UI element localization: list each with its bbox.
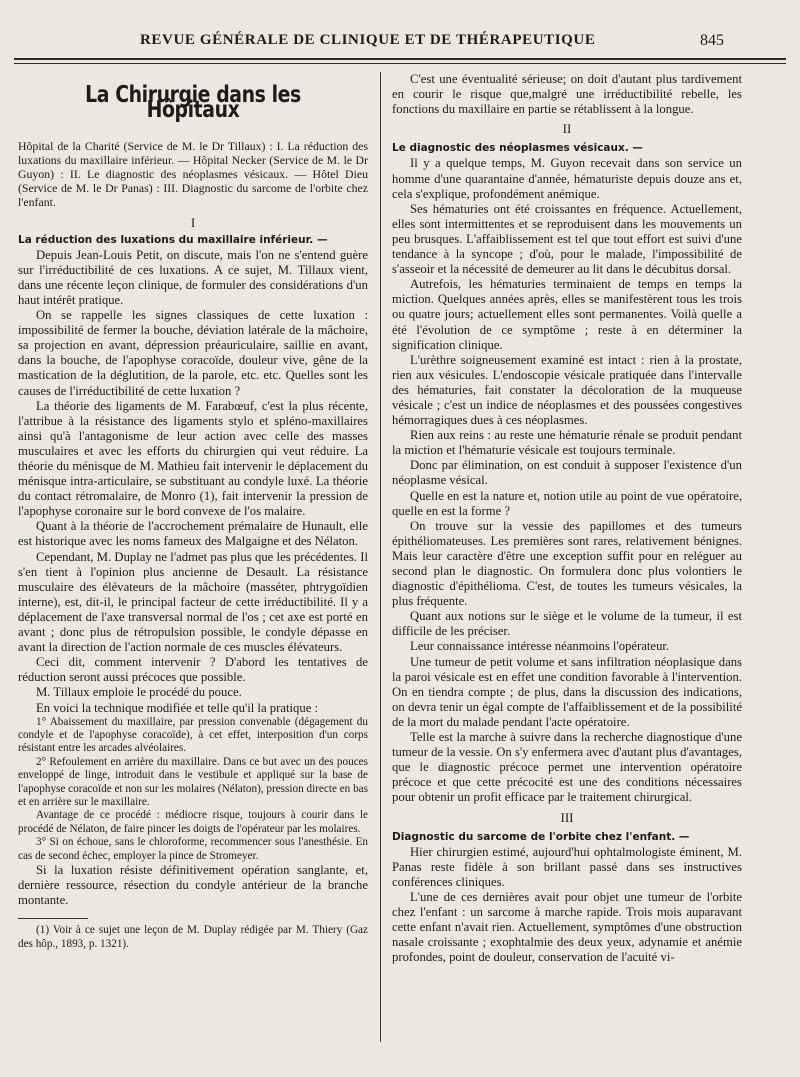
column-divider: [380, 72, 381, 1042]
page-number: 845: [700, 32, 724, 49]
paragraph: Ses hématuries ont été croissantes en fréquence. Actuellement, elles sont intermittentes et se reproduisent dans les mouvements un peu brusques. L'affaiblissement est tel que tout effort est suivi d'une tendance à la syncope ; d'où, pour le malade, l'impossibilité de s'asseoir et la nécessité de demeurer au lit dans le décubitus dorsal.: [392, 201, 742, 277]
procedure-step-2: 2° Refoulement en arrière du maxillaire. Dans ce but avec un des pouces enveloppé de linge, introduit dans le vestibule et appliqué sur la base de l'apophyse coracoïde et non sur les molaires (Nélaton), pression directe en bas et en arrière sur le maxillaire.: [18, 755, 368, 809]
paragraph: M. Tillaux emploie le procédé du pouce.: [36, 685, 242, 700]
running-title: REVUE GÉNÉRALE DE CLINIQUE ET DE THÉRAPEUTIQUE: [140, 32, 596, 48]
section-number-2: II: [562, 121, 572, 137]
paragraph: Donc par élimination, on est conduit à supposer l'existence d'un néoplasme vésical.: [392, 458, 742, 488]
paragraph: En voici la technique modifiée et telle qu'il la pratique :: [36, 700, 319, 715]
paragraph: Si la luxation résiste définitivement opération sanglante, et, dernière ressource, résection du condyle antérieur de la branche montante.: [18, 863, 368, 908]
paragraph: Leur connaissance intéresse néanmoins l'opérateur.: [410, 639, 670, 654]
section-number-3: III: [560, 809, 574, 825]
paragraph: Depuis Jean-Louis Petit, on discute, mais l'on ne s'entend guère sur l'irréductibilité de ces luxations. A ce sujet, M. Tillaux vient, dans une récente leçon clinique, de formuler des considérations d'un haut intérêt pratique.: [18, 247, 368, 307]
procedure-step-1: 1° Abaissement du maxillaire, par pression convenable (dégagement du condyle et de l'apophyse coracoïde), à cet effet, interposition d'un corps résistant entre les arcades alvéolaires.: [18, 715, 368, 755]
paragraph: On trouve sur la vessie des papillomes et des tumeurs épithéliomateuses. Les premières sont rares, relativement bénignes. Mais leur caractère d'être une exception suffit pour en reléguer au second plan le diagnostic. On formulera donc plus volontiers le diagnostic d'épithélioma. C'est, de toutes les tumeurs vésicales, la plus fréquente.: [392, 518, 742, 609]
section-3-lead: Diagnostic du sarcome de l'orbite chez l'enfant. —: [392, 830, 690, 843]
paragraph: L'urèthre soigneusement examiné est intact : rien à la prostate, rien aux vésicules. L'endoscopie vésicale pratiquée dans l'intervalle des hématuries, fait constater la décoloration de la muqueuse vésicale ; c'est un indice de néoplasmes et des poussées congestives hémorragiques dues à ces néoplasmes.: [392, 352, 742, 428]
paragraph: Cependant, M. Duplay ne l'admet pas plus que les précédentes. Il s'en tient à l'opinion plus ancienne de Desault. La résistance musculaire des élévateurs de la mâchoire (masséter, phtrygoïdien interne), est, dit-il, le principal facteur de cette irréductibilité. Il y a déplacement de l'axe transversal normal de l'os ; cet axe est porté en avant ; donc plus de rétropulsion possible, le condyle dépasse en avant la direction de l'action normale de ces muscles élévateurs.: [18, 549, 368, 655]
procedure-note: Avantage de ce procédé : médiocre risque, toujours à courir dans le procédé de Nélaton, de faire pincer les doigts de l'opérateur par les molaires.: [18, 809, 368, 835]
paragraph: Telle est la marche à suivre dans la recherche diagnostique d'une tumeur de la vessie. On s'y enfermera avec d'autant plus d'avantages, que le diagnostic précoce permet une intervention opératoire précoce et que cette précocité est une des conditions nécessaires pour obtenir un profit efficace par le traitement chirurgical.: [392, 730, 742, 805]
right-column: [392, 72, 742, 1032]
article-intro: Hôpital de la Charité (Service de M. le Dr Tillaux) : I. La réduction des luxations du maxillaire inférieur. — Hôpital Necker (Service de M. le Dr Guyon) : II. Le diagnostic des néoplasmes vésicaux. — Hôtel Dieu (Service de M. le Dr Panas) : III. Diagnostic du sarcome de l'orbite chez l'enfant.: [18, 139, 368, 210]
procedure-step-3: 3° Si on échoue, sans le chloroforme, recommencer sous l'anesthésie. En cas de second échec, employer la pince de Stromeyer.: [18, 836, 368, 862]
article-title: La Chirurgie dans les Hôpitaux: [85, 82, 301, 124]
paragraph: On se rappelle les signes classiques de cette luxation : impossibilité de fermer la bouche, déviation latérale de la mâchoire, sa projection en avant, dépression préauriculaire, saillie en avant, dans la bouche, de l'apophyse coracoïde, douleur vive, gêne de la mastication de la déglutition, de la parole, etc. etc. Quelles sont les causes de l'irréductibilité de cette luxation ?: [18, 308, 368, 398]
paragraph: Autrefois, les hématuries terminaient de temps en temps la miction. Quelques années après, elles se manifestèrent tous les trois ou quatre jours; actuellement elles sont permanentes. Voilà quelle a été l'évolution de ce symptôme ; reste à en déterminer la signification clinique.: [392, 277, 742, 352]
paragraph: Rien aux reins : au reste une hématurie rénale se produit pendant la miction et l'hématurie vésicale est toujours terminale.: [392, 428, 742, 458]
section-2-lead: Le diagnostic des néoplasmes vésicaux. —: [392, 142, 643, 155]
footnote: (1) Voir à ce sujet une leçon de M. Duplay rédigée par M. Thiery (Gaz des hôp., 1893, p. 1321).: [18, 924, 368, 951]
section-number-1: I: [190, 215, 196, 231]
paragraph: L'une de ces dernières avait pour objet une tumeur de l'orbite chez l'enfant : un sarcome à marche rapide. Trois mois auparavant cette enfant n'avait rien. Actuellement, symptômes d'une obstruction nasale croissante ; exophtalmie des deux yeux, adynamie et anémie profondes, point de douleur, conservation de l'acuité vi-: [392, 889, 742, 965]
paragraph: Hier chirurgien estimé, aujourd'hui ophtalmologiste éminent, M. Panas reste fidèle à son brillant passé dans ses instructives conférences cliniques.: [392, 844, 742, 889]
section-1-lead: La réduction des luxations du maxillaire inférieur. —: [18, 234, 328, 247]
paragraph: Quant à la théorie de l'accrochement prémalaire de Hunault, elle est historique avec les noms fameux des Malgaigne et des Nélaton.: [18, 519, 368, 549]
paragraph: Ceci dit, comment intervenir ? D'abord les tentatives de réduction seront aussi précoces que possible.: [18, 655, 368, 685]
paragraph: C'est une éventualité sérieuse; on doit d'autant plus tardivement en courir le risque que,malgré une irréductibilité rebelle, les fonctions du maxillaire en partie se rétablissent à la longue.: [392, 72, 742, 117]
paragraph: Quelle en est la nature et, notion utile au point de vue opératoire, quelle en est la forme ?: [392, 488, 742, 518]
paragraph: Une tumeur de petit volume et sans infiltration néoplasique dans la paroi vésicale est en effet une condition favorable à l'intervention. On en tiendra compte ; de plus, dans la discussion des indications, on devra tenir un égal compte de l'affaiblissement et de la possibilité de la mort du malade pendant l'acte opératoire.: [392, 654, 742, 729]
running-header: [0, 26, 800, 58]
footnote-rule: [18, 918, 88, 919]
left-column: [18, 72, 368, 1032]
paragraph: La théorie des ligaments de M. Farabœuf, c'est la plus récente, l'attribue à la résistance des ligaments stylo et spléno-maxillaires ainsi qu'à l'antagonisme de leur action avec celle des masses musculaires et avec les efforts du chirurgien qui veut réduire. La théorie du ménisque de M. Mathieu fait intervenir le déplacement du ménisque intra-articulaire, se substituant au condyle luxé. La théorie du contact rétromalaire, de Monro (1), fait intervenir la pression de l'apophyse coronaire sur le bord convexe de l'os malaire.: [18, 398, 368, 519]
paragraph: Quant aux notions sur le siège et le volume de la tumeur, il est difficile de les préciser.: [392, 609, 742, 639]
header-rule: [14, 58, 786, 64]
paragraph: Il y a quelque temps, M. Guyon recevait dans son service un homme d'une quarantaine d'année, hématuriste depuis douze ans et, cela s'explique, profondément anémique.: [392, 156, 742, 201]
